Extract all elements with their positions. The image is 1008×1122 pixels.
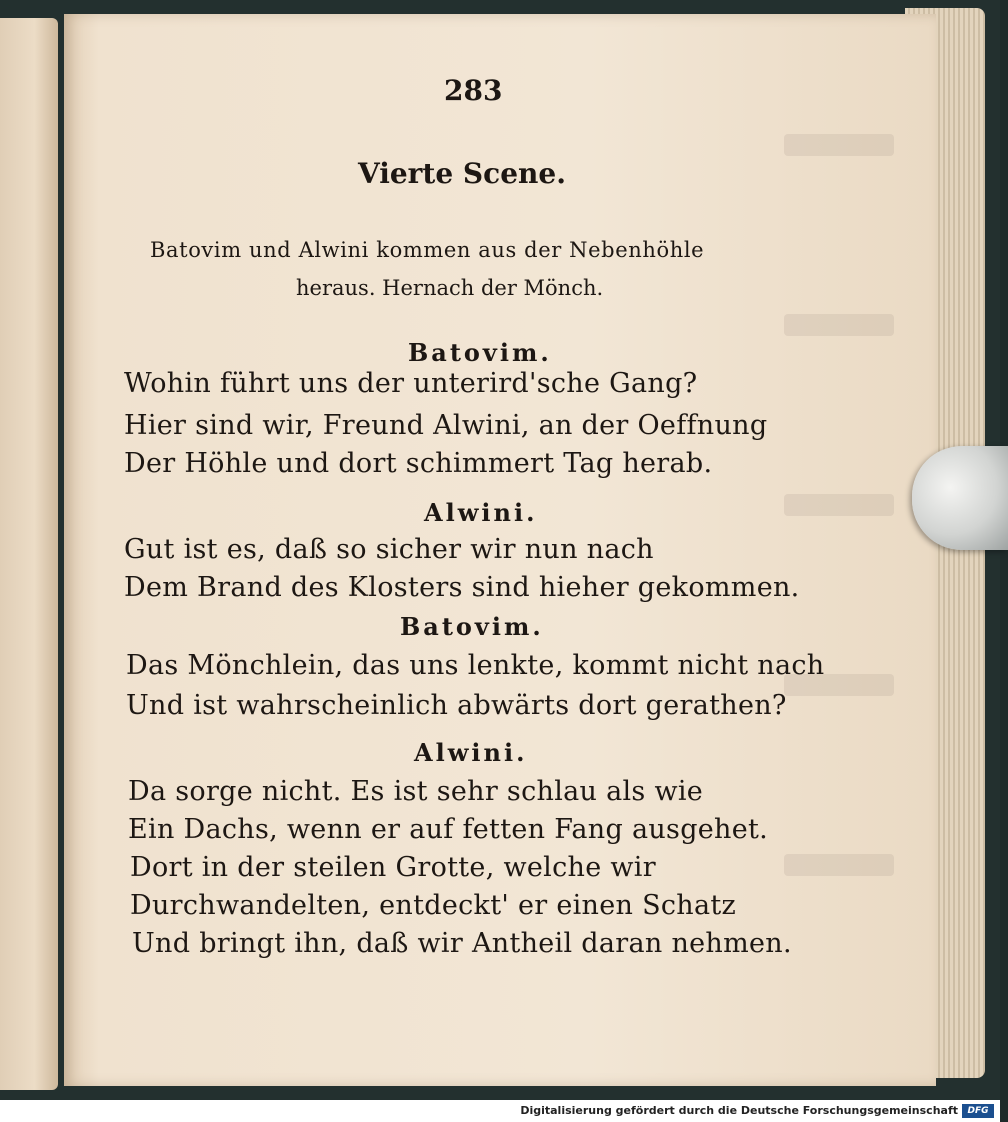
verse-line: Und ist wahrscheinlich abwärts dort gerathen? <box>126 690 787 721</box>
verse-line: Da sorge nicht. Es ist sehr schlau als wie <box>128 776 704 807</box>
verse-line: Hier sind wir, Freund Alwini, an der Oeffnung <box>124 410 768 441</box>
speaker-name: Batovim. <box>408 338 552 367</box>
verse-line: Dem Brand des Klosters sind hieher gekommen. <box>124 572 800 603</box>
verse-line: Dort in der steilen Grotte, welche wir <box>130 852 656 883</box>
verse-line: Und bringt ihn, daß wir Antheil daran nehmen. <box>132 928 792 959</box>
speaker-name: Alwini. <box>424 498 538 527</box>
bleed-through <box>784 314 894 336</box>
verse-line: Gut ist es, daß so sicher wir nun nach <box>124 534 654 565</box>
left-page-edge <box>0 18 58 1090</box>
page-number: 283 <box>444 74 503 107</box>
scene-title: Vierte Scene. <box>358 157 566 190</box>
verse-line: Der Höhle und dort schimmert Tag herab. <box>124 448 713 479</box>
speaker-name: Alwini. <box>414 738 528 767</box>
stage-direction-line: Batovim und Alwini kommen aus der Nebenhöhle <box>150 238 705 262</box>
bleed-through <box>784 134 894 156</box>
verse-line: Wohin führt uns der unterird'sche Gang? <box>124 368 698 399</box>
verse-line: Das Mönchlein, das uns lenkte, kommt nicht nach <box>126 650 825 681</box>
footer-bar <box>0 1100 1000 1122</box>
verse-line: Durchwandelten, entdeckt' er einen Schatz <box>130 890 737 921</box>
bleed-through <box>784 854 894 876</box>
speaker-name: Batovim. <box>400 612 544 641</box>
page-clip <box>912 446 1008 550</box>
verse-line: Ein Dachs, wenn er auf fetten Fang ausgehet. <box>128 814 769 845</box>
stage-direction-line: heraus. Hernach der Mönch. <box>296 276 604 300</box>
dfg-logo: DFG <box>962 1104 994 1118</box>
funding-credit: Digitalisierung gefördert durch die Deutsche Forschungsgemeinschaft <box>520 1104 958 1117</box>
bleed-through <box>784 494 894 516</box>
